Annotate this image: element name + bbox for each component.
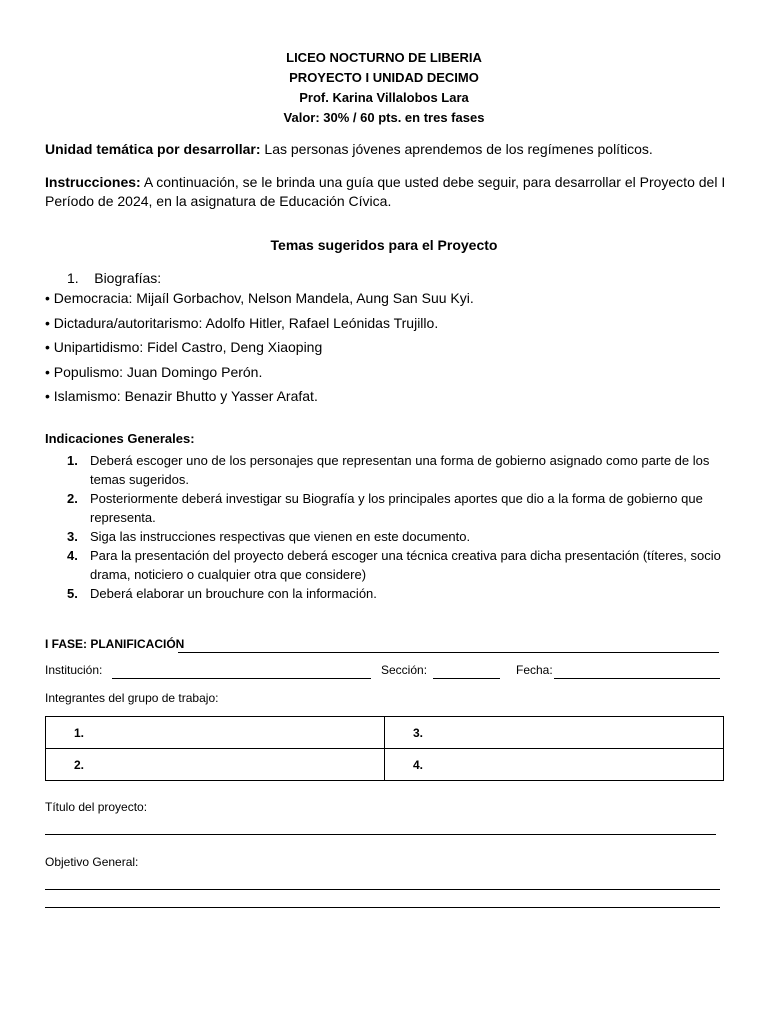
temas-title: Temas sugeridos para el Proyecto bbox=[270, 237, 498, 253]
indicacion-item: 5. Deberá elaborar un brouchure con la información. bbox=[67, 586, 377, 601]
tema-item: • Dictadura/autoritarismo: Adolfo Hitler, Rafael Leónidas Trujillo. bbox=[45, 314, 439, 331]
integrantes-label: Integrantes del grupo de trabajo: bbox=[45, 691, 219, 705]
instrucciones-text: A continuación, se le brinda una guía que usted debe seguir, para desarrollar el Proyecto del I Período de 2024, en la asignatura de Educación Cívica. bbox=[45, 174, 726, 209]
instrucciones-label: Instrucciones: bbox=[45, 174, 141, 190]
tema-item: • Islamismo: Benazir Bhutto y Yasser Arafat. bbox=[45, 388, 318, 404]
biografias-label: 1. Biografías: bbox=[67, 270, 162, 286]
titulo-label: Título del proyecto: bbox=[45, 800, 148, 814]
project-value: Valor: 30% / 60 pts. en tres fases bbox=[283, 110, 485, 125]
institucion-field[interactable] bbox=[112, 678, 371, 679]
integrante-cell[interactable]: 4. bbox=[385, 749, 724, 781]
seccion-label: Sección: bbox=[381, 663, 428, 677]
teacher-name: Prof. Karina Villalobos Lara bbox=[299, 90, 469, 105]
tema-item: • Democracia: Mijaíl Gorbachov, Nelson Mandela, Aung San Suu Kyi. bbox=[45, 290, 474, 306]
indicaciones-title: Indicaciones Generales: bbox=[45, 431, 195, 446]
fecha-label: Fecha: bbox=[516, 663, 553, 677]
indicaciones-list bbox=[45, 451, 725, 603]
integrante-cell[interactable]: 3. bbox=[385, 717, 724, 749]
school-name: LICEO NOCTURNO DE LIBERIA bbox=[286, 50, 482, 65]
indicacion-item: 4. Para la presentación del proyecto deberá escoger una técnica creativa para dicha presentación (títeres, socio drama, noticiero o cualquier otra que considere) bbox=[67, 548, 721, 582]
objetivo-field-line-1[interactable] bbox=[45, 889, 720, 890]
unidad-label: Unidad temática por desarrollar: bbox=[45, 141, 261, 157]
temas-list bbox=[45, 270, 474, 409]
fase-underline bbox=[178, 652, 719, 653]
objetivo-field-line-2[interactable] bbox=[45, 907, 720, 908]
indicacion-item: 3. Siga las instrucciones respectivas que vienen en este documento. bbox=[67, 529, 471, 544]
unidad-text: Las personas jóvenes aprendemos de los regímenes políticos. bbox=[260, 141, 653, 157]
unidad-tematica bbox=[45, 140, 653, 158]
project-title: PROYECTO I UNIDAD DECIMO bbox=[289, 70, 479, 85]
indicacion-item: 1. Deberá escoger uno de los personajes que representan una forma de gobierno asignado como parte de los temas sugeridos. bbox=[67, 453, 710, 487]
tema-item: • Unipartidismo: Fidel Castro, Deng Xiaoping bbox=[45, 339, 323, 355]
integrantes-table bbox=[45, 716, 724, 781]
tema-item: • Populismo: Juan Domingo Perón. bbox=[45, 363, 263, 380]
seccion-field[interactable] bbox=[433, 678, 500, 679]
instrucciones bbox=[45, 173, 735, 211]
institucion-row bbox=[45, 663, 102, 677]
fecha-field[interactable] bbox=[554, 678, 720, 679]
integrante-cell[interactable]: 2. bbox=[46, 749, 385, 781]
integrante-cell[interactable]: 1. bbox=[46, 717, 385, 749]
institucion-label: Institución: bbox=[45, 663, 103, 677]
fase-title: I FASE: PLANIFICACIÓN bbox=[45, 637, 185, 651]
titulo-field[interactable] bbox=[45, 834, 716, 835]
document-header bbox=[0, 48, 768, 128]
indicacion-item: 2. Posteriormente deberá investigar su Biografía y los principales aportes que dio a la forma de gobierno que representa. bbox=[67, 491, 703, 525]
objetivo-label: Objetivo General: bbox=[45, 855, 139, 869]
